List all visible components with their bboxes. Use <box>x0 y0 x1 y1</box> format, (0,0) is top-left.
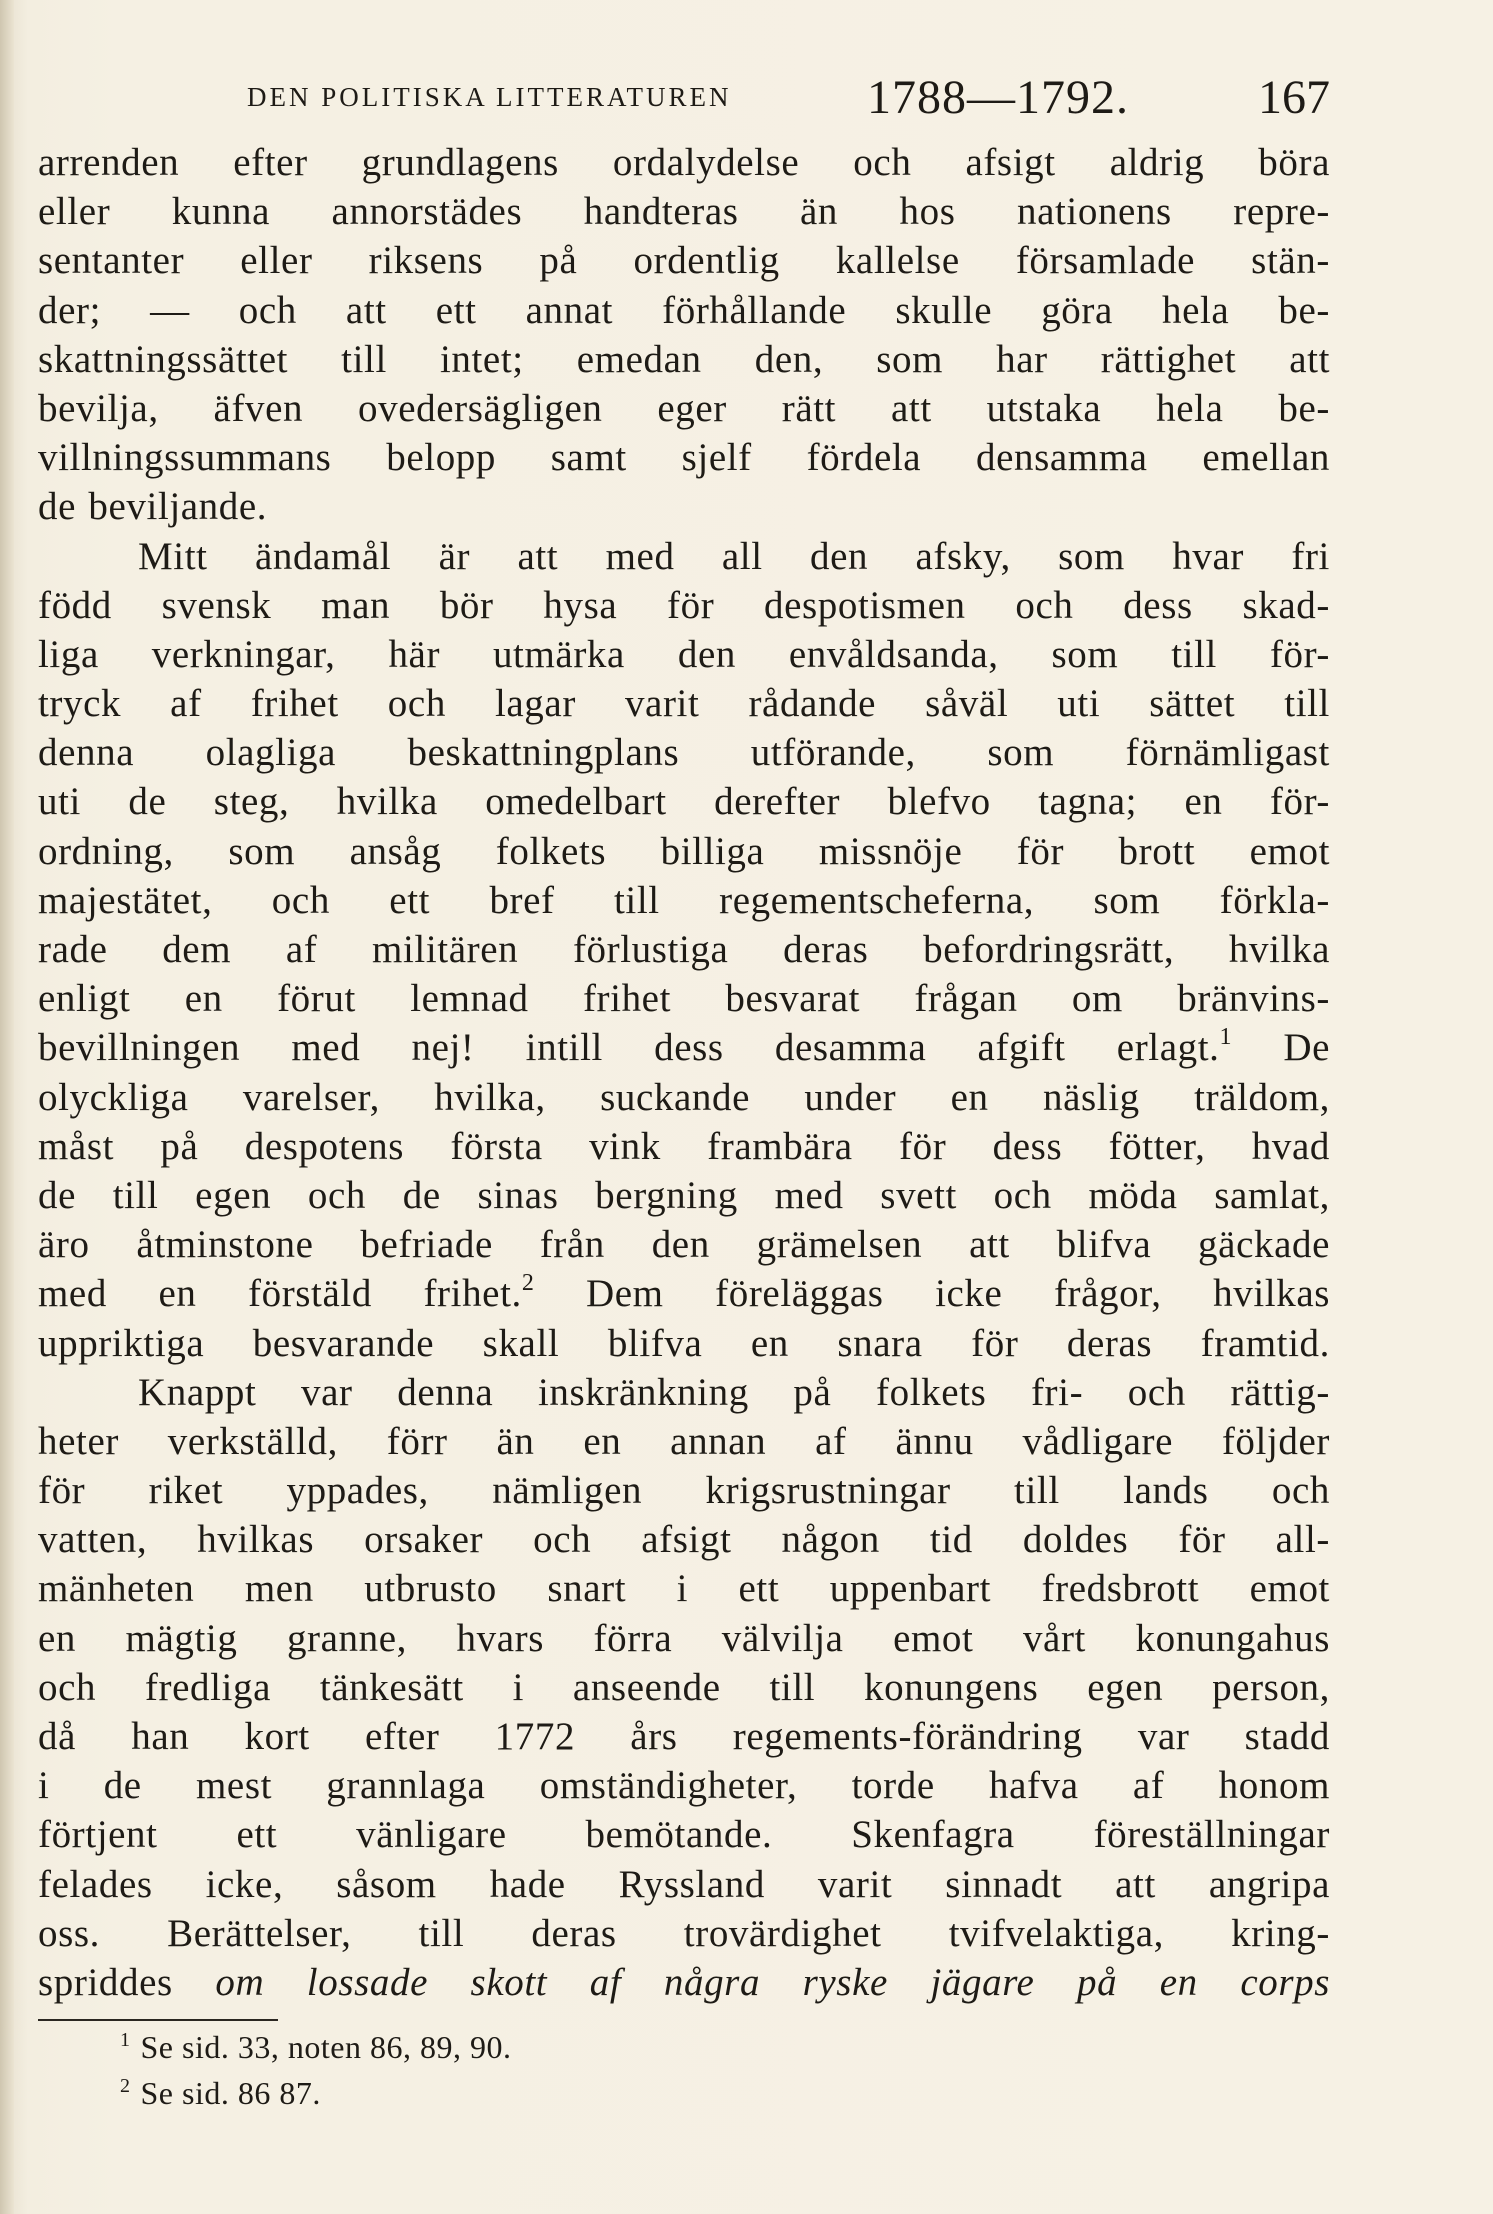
page-number: 167 <box>1258 71 1330 124</box>
footnote <box>120 2024 1020 2070</box>
text-line <box>38 1860 1330 1909</box>
line-text: bevillningen med nej! intill dess desamma afgift erlagt. <box>38 1026 1220 1070</box>
line-text: med en förstäld frihet. <box>38 1272 522 1316</box>
text-line <box>38 1663 1330 1712</box>
text-line <box>38 630 1330 679</box>
line-text: skattningssättet till intet; emedan den, som har rättighet att <box>38 337 1330 381</box>
line-text: spriddes <box>38 1960 216 2004</box>
line-text: majestätet, och ett bref till regementscheferna, som förkla- <box>38 878 1330 922</box>
line-text: Mitt ändamål är att med all den afsky, som hvar fri <box>138 534 1330 578</box>
line-text: arrenden efter grundlagens ordalydelse och afsigt aldrig böra <box>38 141 1330 184</box>
line-text: förtjent ett vänligare bemötande. Skenfagra föreställningar <box>38 1813 1330 1857</box>
text-line <box>38 1023 1330 1072</box>
text-line <box>38 433 1330 482</box>
page-gutter <box>0 0 14 2214</box>
footnote-text: Se sid. 86 87. <box>140 2075 321 2111</box>
line-text-continued: Dem föreläggas icke frågor, hvilkas <box>534 1272 1330 1316</box>
text-line <box>38 827 1330 876</box>
footnote-reference: 1 <box>1219 1024 1233 1051</box>
text-line <box>38 974 1330 1023</box>
line-text: oss. Berättelser, till deras trovärdighet tvifvelaktiga, kring- <box>38 1911 1330 1955</box>
footnote-mark: 1 <box>120 2029 131 2051</box>
line-text: född svensk man bör hysa för despotismen och dess skad- <box>38 583 1330 627</box>
line-text: i de mest grannlaga omständigheter, torde hafva af honom <box>38 1764 1330 1808</box>
line-text: sentanter eller riksens på ordentlig kallelse församlade stän- <box>38 239 1330 283</box>
line-text: för riket yppades, nämligen krigsrustningar till lands och <box>38 1469 1330 1513</box>
text-line <box>38 286 1330 335</box>
line-text: villningssummans belopp samt sjelf fördela densamma emellan <box>38 436 1330 480</box>
text-line <box>38 1614 1330 1663</box>
text-line <box>38 1958 1330 2007</box>
text-line <box>38 1319 1330 1368</box>
line-text: de till egen och de sinas bergning med svett och möda samlat, <box>38 1173 1330 1217</box>
line-text: vatten, hvilkas orsaker och afsigt någon tid doldes för all- <box>38 1518 1330 1562</box>
line-text: måst på despotens första vink frambära för dess fötter, hvad <box>38 1124 1330 1168</box>
running-head <box>247 70 1330 130</box>
running-head-years: 1788—1792. <box>867 71 1129 124</box>
line-text: rade dem af militären förlustiga deras befordringsrätt, hvilka <box>38 928 1330 971</box>
text-line <box>38 581 1330 630</box>
text-line <box>38 1515 1330 1564</box>
text-line <box>38 1171 1330 1220</box>
line-text: heter verkställd, förr än en annan af ännu vådligare följder <box>38 1419 1330 1463</box>
footnotes <box>120 2024 1020 2116</box>
text-line <box>38 532 1330 581</box>
text-line <box>38 1122 1330 1171</box>
line-text: denna olagliga beskattningplans utförande, som förnämligast <box>38 731 1330 775</box>
text-line <box>38 1220 1330 1269</box>
footnote-reference: 2 <box>521 1270 535 1297</box>
line-text: uppriktiga besvarande skall blifva en snara för deras framtid. <box>38 1321 1330 1365</box>
line-text: olyckliga varelser, hvilka, suckande under en näslig träldom, <box>38 1075 1330 1119</box>
text-line <box>38 728 1330 777</box>
body-text <box>38 138 1330 2007</box>
footnote <box>120 2070 1020 2116</box>
line-text: uti de steg, hvilka omedelbart derefter blefvo tagna; en för- <box>38 780 1330 824</box>
text-line <box>38 1466 1330 1515</box>
text-line <box>38 1417 1330 1466</box>
text-line <box>38 1761 1330 1810</box>
italic-text: om lossade skott af några ryske jägare på en corps <box>215 1960 1330 2004</box>
text-line <box>38 1564 1330 1613</box>
text-line <box>38 482 1330 531</box>
text-line <box>38 335 1330 384</box>
text-line <box>38 777 1330 826</box>
text-line <box>38 138 1330 187</box>
text-line <box>38 1269 1330 1318</box>
line-text-continued: De <box>1232 1026 1330 1070</box>
text-line <box>38 187 1330 236</box>
text-line <box>38 1712 1330 1761</box>
line-text: och fredliga tänkesätt i anseende till konungens egen person, <box>38 1665 1330 1709</box>
running-head-title: DEN POLITISKA LITTERATUREN <box>247 82 732 112</box>
footnote-mark: 2 <box>120 2075 131 2097</box>
line-text: en mägtig granne, hvars förra välvilja emot vårt konungahus <box>38 1616 1330 1660</box>
text-line <box>38 236 1330 285</box>
line-text: de beviljande. <box>38 485 268 529</box>
text-line <box>38 876 1330 925</box>
footnote-text: Se sid. 33, noten 86, 89, 90. <box>140 2029 512 2065</box>
line-text: mänheten men utbrusto snart i ett uppenbart fredsbrott emot <box>38 1567 1330 1611</box>
line-text: Knappt var denna inskränkning på folkets fri- och rättig- <box>138 1370 1330 1414</box>
text-line <box>38 1810 1330 1859</box>
line-text: felades icke, såsom hade Ryssland varit sinnadt att angripa <box>38 1862 1330 1906</box>
line-text: enligt en förut lemnad frihet besvarat frågan om bränvins- <box>38 977 1330 1021</box>
text-line <box>38 1909 1330 1958</box>
line-text: der; — och att ett annat förhållande skulle göra hela be- <box>38 288 1330 332</box>
line-text: då han kort efter 1772 års regements-förändring var stadd <box>38 1715 1330 1758</box>
line-text: liga verkningar, här utmärka den envåldsanda, som till för- <box>38 632 1330 676</box>
text-line <box>38 679 1330 728</box>
line-text: bevilja, äfven ovedersägligen eger rätt att utstaka hela be- <box>38 386 1330 430</box>
line-text: ordning, som ansåg folkets billiga missnöje för brott emot <box>38 829 1330 873</box>
line-text: äro åtminstone befriade från den grämelsen att blifva gäckade <box>38 1223 1330 1267</box>
text-line <box>38 384 1330 433</box>
text-line <box>38 925 1330 974</box>
text-line <box>38 1368 1330 1417</box>
text-line <box>38 1073 1330 1122</box>
line-text: tryck af frihet och lagar varit rådande såväl uti sättet till <box>38 682 1330 726</box>
footnote-rule <box>38 2019 278 2021</box>
line-text: eller kunna annorstädes handteras än hos nationens repre- <box>38 190 1330 234</box>
